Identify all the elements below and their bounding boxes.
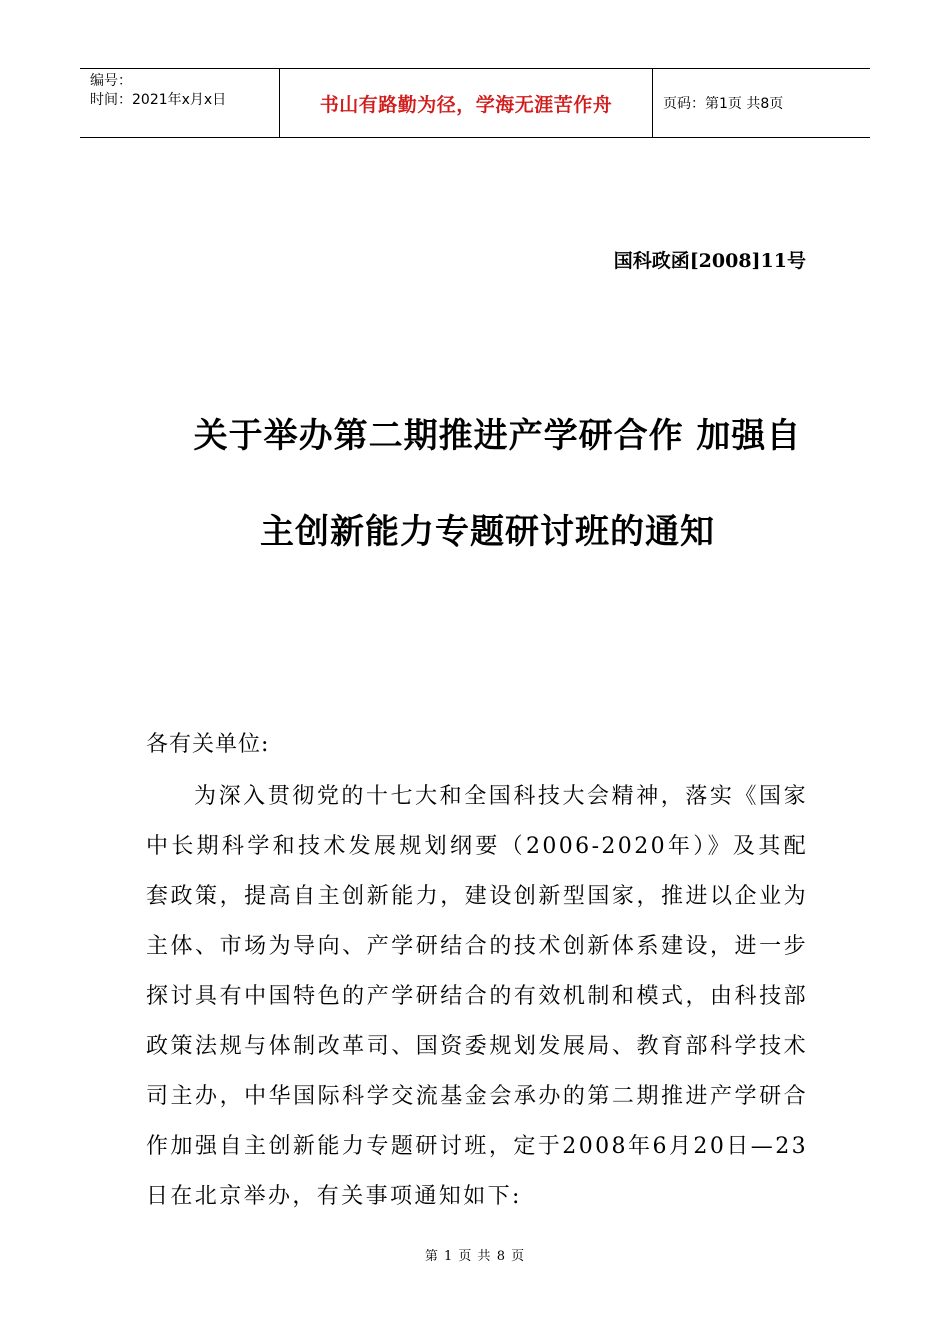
body-paragraph: 为深入贯彻党的十七大和全国科技大会精神，落实《国家中长期科学和技术发展规划纲要（2006-2020年）》及其配套政策，提高自主创新能力，建设创新型国家，推进以企业为主体、市场为导向、产学研结合的技术创新体系建设，进一步探讨具有中国特色的产学研结合的有效机制和模式，由科技部政策法规与体制改革司、国资委规划发展局、教育部科学技术司主办，中华国际科学交流基金会承办的第二期推进产学研合作加强自主创新能力专题研讨班，定于2008年6月20日—23日在北京举办，有关事项通知如下: [146, 784, 808, 1209]
header-table [80, 68, 870, 138]
header-meta-cell [80, 69, 280, 137]
time-label: 时间：2021年x月x日 [90, 92, 227, 108]
page-footer: 第 1 页 共 8 页 [424, 1249, 526, 1264]
document-number: 国科政函[2008]11号 [613, 250, 806, 272]
document-title-line-2: 主创新能力专题研讨班的通知 [260, 512, 715, 552]
header-page-label: 页码：第1页 共8页 [663, 96, 784, 112]
document-title-line-1: 关于举办第二期推进产学研合作 加强自 [193, 416, 802, 456]
salutation: 各有关单位: [146, 732, 270, 757]
number-label: 编号： [90, 73, 132, 89]
header-motto: 书山有路勤为径，学海无涯苦作舟 [280, 69, 653, 137]
